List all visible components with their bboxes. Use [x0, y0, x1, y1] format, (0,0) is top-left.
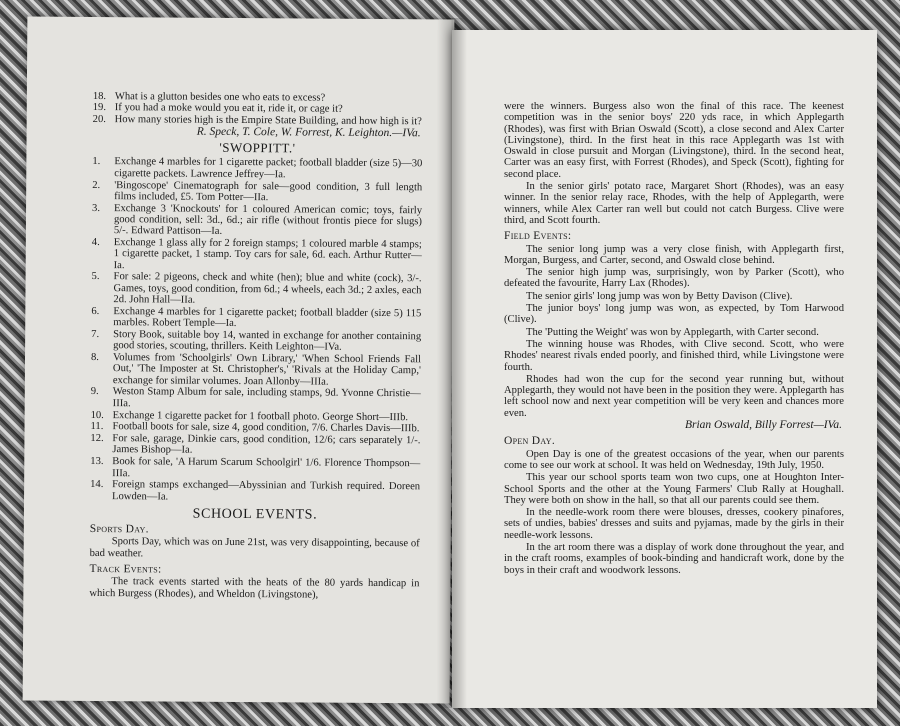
track-events-paragraph: In the senior girls' potato race, Margaret Short (Rhodes), was an easy winner. In the senior relay race, Rhodes, with the help of Applegarth, were winners, while Alex Carter ran well but could not catch Burgess. Clive were third, and Scott fourth.: [504, 181, 844, 226]
swoppitt-item: [91, 329, 421, 354]
swoppitt-item: [92, 156, 422, 181]
item-text: 'Bingoscope' Cinematograph for sale—good condition, 3 full length films included, £5. Tom Potter—IIa.: [114, 179, 423, 204]
item-number: 4.: [91, 237, 100, 249]
item-number: 3.: [92, 202, 101, 214]
swoppitt-item: [91, 352, 421, 388]
field-events-paragraph: The senior long jump was a very close finish, with Applegarth first, Morgan, Burgess, and Carter, second, and Oswald close behind.: [504, 243, 844, 266]
swoppitt-item: [91, 386, 421, 411]
item-number: 8.: [90, 352, 100, 364]
right-page: [452, 30, 877, 708]
item-number: 14.: [90, 479, 104, 491]
field-events-paragraph: The senior girls' long jump was won by Betty Davison (Clive).: [526, 290, 793, 302]
item-text: Book for sale, 'A Harum Scarum Schoolgirl' 1/6. Florence Thompson—IIIa.: [112, 456, 421, 479]
open-day-heading: Open Day.: [504, 435, 555, 448]
field-events-paragraph: The senior high jump was, surprisingly, won by Parker (Scott), who defeated the favourite, Harry Lax (Rhodes).: [504, 267, 844, 290]
left-page: [23, 17, 455, 704]
left-page-text: [89, 91, 423, 601]
item-number: 10.: [90, 409, 104, 421]
open-day-paragraph: Open Day is one of the greatest occasions of the year, when our parents come to see our work at school. It was held on Wednesday, 19th July, 1950.: [504, 448, 844, 471]
open-day-paragraph: In the art room there was a display of work done throughout the year, and in the craft rooms, examples of book-binding and handicraft work, done by the boys in their craft and woodwork lessons.: [504, 541, 844, 576]
question-number: 19.: [92, 102, 107, 114]
swoppitt-item: [92, 237, 422, 273]
item-text: Exchange 1 cigarette packet for 1 football photo. George Short—IIIb.: [112, 409, 409, 423]
open-day-paragraph: In the needle-work room there were blouses, dresses, cookery pinafores, sets of undies, babies' dresses and suits and pyjamas, made by the girls in their needle-work lessons.: [504, 507, 844, 541]
field-events-paragraph: The winning house was Rhodes, with Clive second. Scott, who were Rhodes' nearest rivals ended poorly, and finished third, while Livingstone were fourth.: [504, 338, 844, 373]
item-text: Story Book, suitable boy 14, wanted in exchange for another containing good stories, scouting, thrillers. Keith Leighton—IVa.: [113, 329, 422, 353]
item-text: For sale: 2 pigeons, check and white (hen); blue and white (cock), 3/-. Games, toys, good condition, from 6d.; 4 wheels, each 3d.; 2 axles, each 2d. John Hall—IIa.: [113, 271, 422, 306]
question-text: What is a glutton besides one who eats to excess?: [114, 91, 326, 104]
item-number: 13.: [90, 456, 104, 468]
field-events-heading: Field Events:: [504, 230, 572, 243]
item-number: 5.: [91, 271, 100, 283]
item-number: 9.: [90, 386, 99, 398]
quiz-question: [93, 114, 423, 128]
swoppitt-item: [92, 203, 422, 239]
track-events-continued: were the winners. Burgess also won the final of this race. The keenest competition was in the senior boys' 220 yds race, in which Applegarth (Rhodes), was first with Brian Oswald (Scott), a close second and Alex Carter (Livingstone), third. In the first heat in this race Applegarth was 1st with Oswald in close pursuit and Morgan (Livingstone), third. In the second heat, Carter was an easy first, with Forrest (Rhodes), and Speck (Scott), fighting for second place.: [504, 101, 844, 180]
item-text: Exchange 4 marbles for 1 cigarette packet; football bladder (size 5) 115 marbles. Robert Temple—Ia.: [113, 305, 422, 330]
right-page-text: [504, 101, 844, 576]
item-number: 6.: [91, 305, 100, 317]
item-text: Weston Stamp Album for sale, including stamps, 9d. Yvonne Christie—IIIa.: [112, 386, 421, 409]
field-events-paragraph: The junior boys' long jump was won, as expected, by Tom Harwood (Clive).: [504, 303, 844, 326]
questions-signature: R. Speck, T. Cole, W. Forrest, K. Leighton.—IVa.: [196, 125, 421, 140]
item-number: 12.: [90, 433, 104, 445]
question-number: 20.: [92, 113, 106, 125]
item-text: Exchange 3 'Knockouts' for 1 coloured American comic; toys, fairly good condition, sell: 3d., 6d.; air rifle (without frontis piece for slugs) 5/-. Edward Pattison—Ia.: [113, 202, 423, 238]
item-text: Volumes from 'Schoolgirls' Own Library,' 'When School Friends Fall Out,' 'The Imposter at St. Christopher's,' 'Rivals at the Holiday Camp,' exchange for similar volumes. Joan Allonby—IIIa.: [112, 352, 422, 388]
open-day-paragraph: This year our school sports team won two cups, one at Houghton Inter-School Sports and the other at the Young Farmers' Club Rally at Houghall. They were both on show in the hall, so that all our parents could see them.: [504, 472, 844, 506]
school-events-title: SCHOOL EVENTS.: [192, 506, 318, 523]
item-number: 1.: [92, 156, 101, 168]
track-events-text: The track events started with the heats of the 80 yards handicap in which Burgess (Rhodes), and Wheldon (Livingstone),: [89, 576, 420, 601]
swoppitt-heading: 'SWOPPITT.': [219, 140, 296, 156]
swoppitt-item: [90, 456, 420, 481]
quiz-questions: [93, 91, 423, 127]
swoppitt-item: [90, 433, 420, 458]
item-text: Football boots for sale, size 4, good condition, 7/6. Charles Davis—IIIb.: [112, 421, 420, 435]
item-number: 11.: [90, 421, 104, 433]
item-text: For sale, garage, Dinkie cars, good condition, 12/6; cars separately 1/-. James Bishop—Ia.: [112, 433, 421, 457]
swoppitt-list: [90, 156, 422, 504]
swoppitt-item: [91, 271, 421, 307]
swoppitt-item: [90, 479, 420, 504]
swoppitt-item: [92, 180, 422, 205]
sports-signature: Brian Oswald, Billy Forrest—IVa.: [684, 419, 842, 432]
sports-day-text: Sports Day, which was on June 21st, was very disappointing, because of bad weather.: [89, 536, 420, 560]
field-events-paragraph: The 'Putting the Weight' was won by Applegarth, with Carter second.: [526, 326, 819, 338]
question-text: How many stories high is the Empire State Building, and how high is it?: [114, 113, 422, 127]
question-text: If you had a moke would you eat it, ride it, or cage it?: [114, 102, 343, 116]
item-text: Foreign stamps exchanged—Abyssinian and Turkish required. Doreen Lowden—Ia.: [112, 479, 421, 503]
sports-day-heading: Sports Day.: [89, 523, 149, 536]
item-number: 2.: [92, 179, 101, 191]
question-number: 18.: [92, 90, 107, 103]
item-number: 7.: [91, 328, 100, 340]
item-text: Exchange 1 glass ally for 2 foreign stamps; 1 coloured marble 4 stamps; 1 cigarette packet, 1 stamp. Toy cars for sale, 6d. each. Arthur Rutter—Ia.: [113, 237, 422, 271]
track-events-heading: Track Events:: [89, 563, 162, 576]
field-events-paragraph: Rhodes had won the cup for the second year running but, without Applegarth, they would not have been in the position they were. Applegarth has left school now and next year competition will be very keen and chances more even.: [504, 373, 844, 419]
item-text: Exchange 4 marbles for 1 cigarette packet; football bladder (size 5)—30 cigarette packets. Lawrence Jeffrey—Ia.: [114, 156, 423, 181]
swoppitt-item: [91, 306, 421, 331]
